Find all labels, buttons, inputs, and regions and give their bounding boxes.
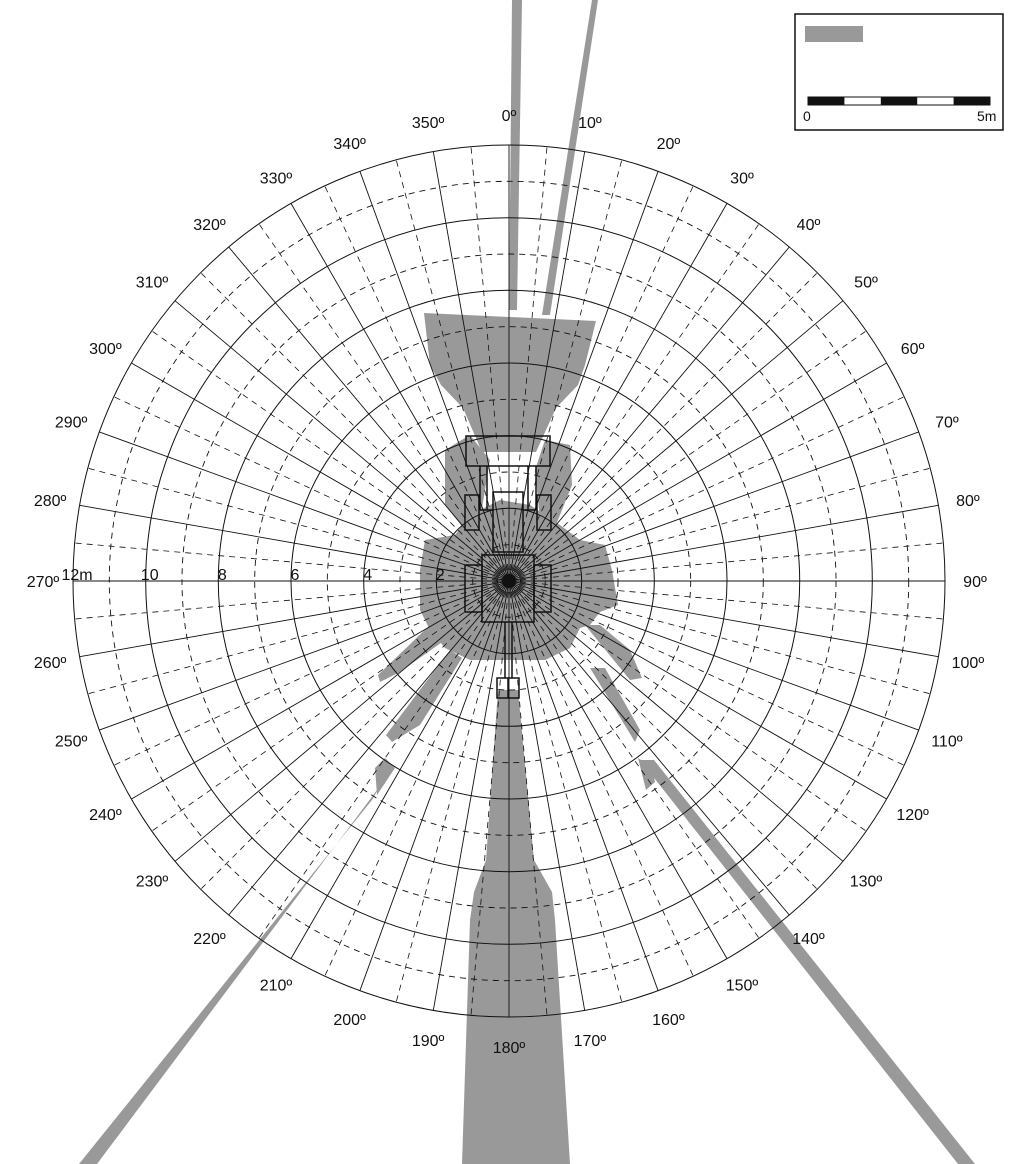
bearing-label: 130º <box>849 873 883 891</box>
scale-bar-segment <box>881 97 917 105</box>
bearing-label: 230º <box>135 873 169 891</box>
bearing-label: 220º <box>193 931 226 948</box>
bearing-label: 340º <box>333 136 366 154</box>
bearing-label: 190º <box>411 1032 445 1050</box>
range-label: 8 <box>217 567 227 584</box>
scale-end-label: 5m <box>977 108 997 124</box>
bearing-label: 110º <box>931 733 963 751</box>
range-label: 6 <box>290 567 300 584</box>
bearing-label: 60º <box>900 341 925 358</box>
scale-start-label: 0 <box>803 108 811 124</box>
bearing-label: 90º <box>963 574 987 591</box>
bearing-label: 250º <box>54 733 88 751</box>
bearing-label: 240º <box>89 807 122 824</box>
bearing-label: 330º <box>259 170 293 188</box>
operator-eye-point <box>502 574 516 588</box>
legend <box>795 14 1003 130</box>
range-label: 4 <box>363 567 373 584</box>
bearing-label: 260º <box>33 654 67 672</box>
bearing-label: 320º <box>193 217 226 234</box>
scale-bar-segment <box>808 97 844 105</box>
range-label: 10 <box>140 567 159 584</box>
bearing-label: 180º <box>492 1040 526 1057</box>
bearing-label: 350º <box>411 115 445 133</box>
bearing-label: 70º <box>935 414 959 432</box>
bearing-label: 100º <box>951 654 985 672</box>
bearing-label: 210º <box>259 977 293 995</box>
bearing-label: 270º <box>26 574 60 591</box>
bearing-label: 10º <box>578 115 602 133</box>
legend-blind-area-swatch <box>805 26 863 42</box>
bearing-label: 30º <box>730 170 754 188</box>
bearing-label: 300º <box>89 341 122 358</box>
bearing-label: 120º <box>896 807 929 824</box>
bearing-label: 280º <box>33 493 67 511</box>
bearing-label: 150º <box>725 977 759 995</box>
scale-bar-segment <box>954 97 990 105</box>
bearing-label: 290º <box>54 414 88 432</box>
bearing-label: 310º <box>135 274 169 292</box>
bearing-label: 140º <box>792 931 825 948</box>
bearing-label: 50º <box>854 274 878 292</box>
scale-bar <box>808 97 990 105</box>
bearing-label: 80º <box>956 493 980 511</box>
bearing-label: 170º <box>573 1032 607 1050</box>
bearing-label: 200º <box>333 1011 366 1029</box>
range-label: 2 <box>435 567 445 584</box>
bearing-label: 160º <box>652 1011 685 1029</box>
bearing-label: 20º <box>656 136 681 154</box>
bearing-label: 0º <box>501 108 517 125</box>
range-label: 12m <box>61 567 93 584</box>
bearing-label: 40º <box>796 217 821 234</box>
